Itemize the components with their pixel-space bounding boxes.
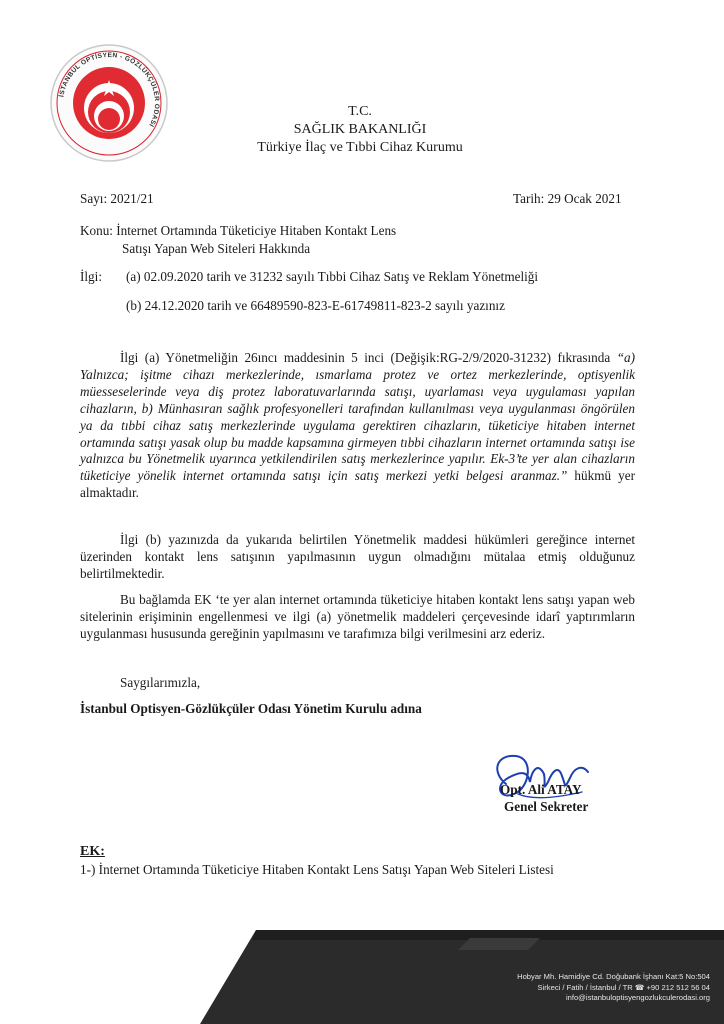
letter-header bbox=[230, 103, 490, 157]
subject-line-1: Konu: İnternet Ortamında Tüketiciye Hitaben Kontakt Lens bbox=[80, 223, 397, 238]
body-paragraph-3: Bu bağlamda EK ‘te yer alan internet ortamında tüketiciye hitaben kontakt lens satışı yapan web sitelerinin erişiminin engellenmesi ve ilgi (a) yönetmelik maddeleri çerçevesinde idarî yaptırımların uygulanması hususunda gereğinin yapılmasını ve tarafımıza bilgi verilmesini arz ederiz. bbox=[80, 592, 635, 641]
footer-address-2: Sirkeci / Fatih / İstanbul / TR ☎ +90 212 512 56 04 bbox=[537, 982, 710, 992]
reference-a: (a) 02.09.2020 tarih ve 31232 sayılı Tıbbi Cihaz Satış ve Reklam Yönetmeliği bbox=[126, 269, 539, 284]
chamber-seal-logo bbox=[48, 42, 170, 164]
reference-b: (b) 24.12.2020 tarih ve 66489590-823-E-61749811-823-2 sayılı yazınız bbox=[126, 298, 505, 313]
seal-ring-text: İSTANBUL OPTİSYEN - GÖZLÜKÇÜLER ODASI bbox=[58, 51, 161, 128]
closing-salutation: Saygılarımızla, bbox=[120, 675, 201, 690]
reference-label: İlgi: bbox=[80, 269, 102, 284]
attachment-heading: EK: bbox=[80, 844, 105, 859]
document-number: Sayı: 2021/21 bbox=[80, 191, 154, 206]
signatory-title: Genel Sekreter bbox=[504, 799, 589, 814]
footer-address-1: Hobyar Mh. Hamidiye Cd. Doğubank İşhanı Kat:5 No:504 bbox=[517, 972, 710, 981]
organization-line: İstanbul Optisyen-Gözlükçüler Odası Yönetim Kurulu adına bbox=[80, 701, 422, 716]
document-date: Tarih: 29 Ocak 2021 bbox=[513, 191, 622, 206]
subject-line-2: Satışı Yapan Web Siteleri Hakkında bbox=[122, 241, 311, 256]
footer-email[interactable]: info@istanbuloptisyengozlukculerodasi.org bbox=[565, 993, 710, 1002]
header-tc: T.C. bbox=[348, 104, 372, 119]
p1-quote: “a) Yalnızca; işitme cihazı merkezlerinde, ısmarlama protez ve ortez merkezlerinde, optisyenlik müesseselerinde veya diş protez laboratuvarlarında satışı, uyarlaması veya uygulaması yapılan cihazların, b) Münhasıran sağlık profesyonelleri tarafından kullanılması veya uygulanması öngörülen ya da tıbbi cihaz satış merkezlerinde uygulama gerektiren cihazların, tüketiciye hitaben internet ortamında satışı yasak olup bu madde kapsamına girmeyen tıbbi cihazların internet ortamında satışı ise yalnızca bu Yönetmelik uyarınca yetkilendirilen satış merkezlerince yapılır. Ek-3’te yer alan cihazların tüketiciye yönelik internet ortamında satışı için satış merkezi yetki belgesi aranmaz.” bbox=[80, 350, 636, 484]
header-ministry: SAĞLIK BAKANLIĞI bbox=[293, 122, 427, 137]
p1-end: hükmü yer almaktadır. bbox=[80, 468, 635, 501]
footer-contact bbox=[410, 972, 710, 1004]
header-agency: Türkiye İlaç ve Tıbbi Cihaz Kurumu bbox=[257, 140, 463, 155]
body-paragraph-1 bbox=[80, 350, 635, 502]
signatory-name: Opt. Ali ATAY bbox=[500, 782, 582, 797]
p1-intro: İlgi (a) Yönetmeliğin 26ıncı maddesinin 5 inci (Değişik:RG-2/9/2020-31232) fıkrasında bbox=[120, 350, 611, 365]
attachment-item-1: 1-) İnternet Ortamında Tüketiciye Hitaben Kontakt Lens Satışı Yapan Web Siteleri Listesi bbox=[80, 862, 554, 877]
body-paragraph-2: İlgi (b) yazınızda da yukarıda belirtilen Yönetmelik maddesi hükümleri gereğince internet üzerinden kontakt lens satışının yapılmasının uygun olmadığını mütalaa etmiş olduğunuz belirtilmektedir. bbox=[80, 532, 635, 581]
